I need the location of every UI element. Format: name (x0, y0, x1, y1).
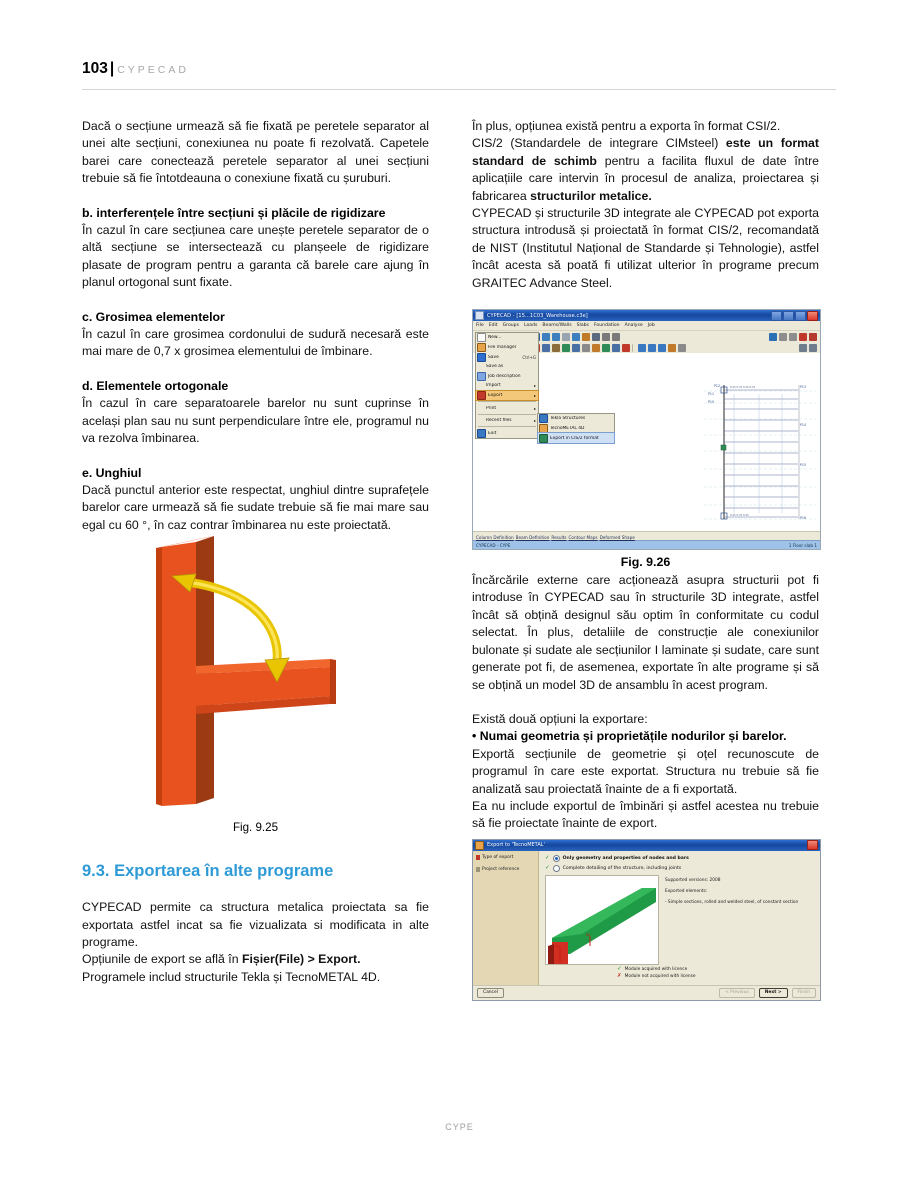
figure-9-25 (82, 534, 429, 816)
submenu-label: Export in CIS/2 format (550, 435, 599, 441)
dimension-tool-icon[interactable] (592, 344, 600, 352)
trim-tool-icon[interactable] (572, 344, 580, 352)
file-menu-item-import[interactable] (476, 381, 538, 391)
maximize-button[interactable] (783, 311, 794, 321)
menu-item-slabs[interactable]: Slabs (576, 323, 589, 329)
envelope-icon[interactable] (658, 344, 666, 352)
tecnometal-icon (539, 424, 548, 433)
tab-beam-definition[interactable]: Beam Definition (515, 535, 550, 541)
radio-only-geometry[interactable] (553, 855, 560, 862)
finish-button[interactable]: Finish (792, 988, 817, 998)
toolbar-separator (632, 344, 636, 352)
tab-results[interactable]: Results (551, 535, 567, 541)
blank-icon (477, 363, 484, 370)
file-menu-popup[interactable] (475, 332, 539, 439)
file-menu-item-save-as[interactable] (476, 362, 538, 372)
paragraph-csi2: În plus, opțiunea există pentru a exporta în format CSI/2. (472, 119, 781, 133)
app-icon (475, 311, 484, 320)
text-tool-icon[interactable] (602, 344, 610, 352)
paragraph-c: În cazul în care grosimea cordonului de sudură necesară este mai mare de 0,7 x grosimea elementului de îmbinare. (82, 327, 429, 359)
rotate-tool-icon[interactable] (552, 344, 560, 352)
blank-icon (477, 417, 484, 424)
legend-label: Module not acquired with license (624, 973, 696, 979)
left-column (82, 118, 429, 986)
subheading-b: b. interferențele între secțiuni și plăcile de rigidizare (82, 205, 386, 220)
svg-text:N1: N1 (556, 944, 561, 949)
step-marker-active-icon (476, 855, 480, 860)
paragraph-cis2-definition (472, 135, 819, 205)
paragraph-intro: Dacă o secțiune urmează să fie fixată pe peretele separator al unei alte secțiuni, conexiunea nu poate fi rezolvată. Capetele barei care conectează peretele separator al unei secțiuni trebuie să fie întotdeauna o conexiune fixată cu șuruburi. (82, 119, 429, 186)
move-tool-icon[interactable] (542, 344, 550, 352)
export-info-panel (665, 875, 815, 965)
cis2-text-a: CIS/2 (Standardele de integrare CIMsteel) (472, 136, 726, 151)
header-divider (82, 89, 836, 90)
exit-icon[interactable] (809, 333, 817, 341)
paragraph-export-path (82, 951, 429, 968)
globe-icon[interactable] (769, 333, 777, 341)
legend-not-acquired (617, 974, 696, 979)
measure-icon[interactable] (562, 333, 570, 341)
legend-acquired (617, 967, 696, 972)
file-menu-label: Import (486, 383, 501, 389)
pan-icon[interactable] (572, 333, 580, 341)
figure-9-26-caption: Fig. 9.26 (620, 555, 671, 570)
restore-button[interactable] (795, 311, 806, 321)
drawing-icon[interactable] (678, 344, 686, 352)
spacer (82, 448, 429, 465)
results-icon[interactable] (648, 344, 656, 352)
radio-complete-detailing[interactable] (553, 865, 560, 872)
submenu-label: Tekla Structures (550, 416, 586, 422)
new-icon (477, 333, 486, 342)
subheading-c: c. Grosimea elementelor (82, 309, 225, 324)
dialog-footer (473, 985, 820, 1000)
header-separator: | (109, 60, 115, 77)
file-menu-item-exit[interactable] (476, 428, 538, 438)
menu-item-file[interactable]: File (476, 323, 484, 329)
app-drawing-canvas[interactable] (473, 335, 820, 531)
dialog-licence-legend (617, 967, 696, 981)
app-status-bar (473, 540, 820, 549)
app-menu-bar[interactable] (473, 321, 820, 331)
dialog-body (473, 851, 820, 985)
page-number: 103 (82, 60, 108, 77)
dialog-content-split (545, 875, 815, 965)
app-window-title: CYPECAD - [15...1C03_Warehouse.c3e] (487, 312, 588, 319)
dialog-icon (475, 841, 484, 850)
right-column (472, 118, 819, 1001)
paragraph-nist: CYPECAD și structurile 3D integrate ale CYPECAD pot exporta structura introdusă și proiectată în format CIS/2, recomandată de NIST (Institutul Național de Standarde și Tehnologie), astfel încât acesta să poată fi utilizat ulterior în programe precum GRAITEC Advance Steel. (472, 206, 819, 290)
nav-step-type-of-export[interactable] (476, 855, 536, 860)
plan-label: P11 (708, 392, 714, 397)
menu-divider (478, 414, 536, 415)
tab-deformed-shape[interactable]: Deformed Shape (599, 535, 635, 541)
steel-connection-illustration (134, 534, 374, 812)
licence-ok-icon: ✓ (617, 965, 622, 972)
submenu-item-cis2[interactable] (538, 433, 614, 443)
file-menu-item-job-description[interactable] (476, 371, 538, 381)
licence-ok-icon: ✓ (545, 864, 550, 871)
spacer (82, 882, 429, 899)
blank-icon (477, 405, 484, 412)
paragraph-b: În cazul în care secțiunea care unește peretele separator de o altă secțiune se intersectează cu planșeele de rigidizare plasate de program pentru a garanta că barele care ajung în planul ortogonal sunt fixate. (82, 223, 429, 290)
file-menu-item-export[interactable] (476, 391, 538, 401)
plan-label: P10 (708, 400, 714, 405)
bullet-only-geometry: • Numai geometria și proprietățile nodurilor și barelor. (472, 729, 787, 744)
export-path-pre: Opțiunile de export se află în (82, 952, 242, 967)
file-menu-item-file-manager[interactable] (476, 343, 538, 353)
info-exported-elements-label: Exported elements: (665, 888, 708, 894)
subheading-d: d. Elementele ortogonale (82, 378, 229, 393)
section-heading-9-3: 9.3. Exportarea în alte programe (82, 862, 334, 881)
menu-item-beams-walls[interactable]: Beams/Walls (542, 323, 572, 329)
menu-item-job[interactable]: Job (647, 323, 655, 329)
dialog-title-bar (473, 840, 820, 851)
zoom-in-icon[interactable] (542, 333, 550, 341)
export-preview-image (545, 875, 659, 965)
preview-icon[interactable] (789, 333, 797, 341)
nav-step-project-reference[interactable] (476, 867, 536, 872)
snap-icon[interactable] (602, 333, 610, 341)
view-3d-icon[interactable] (809, 344, 817, 352)
delete-tool-icon[interactable] (622, 344, 630, 352)
legend-label: Module acquired with licence (624, 966, 688, 972)
svg-text:H-25 H-25 H-25 H-25: H-25 H-25 H-25 H-25 (730, 386, 756, 390)
file-menu-item-save[interactable] (476, 352, 538, 362)
figure-9-25-caption: Fig. 9.25 (232, 821, 279, 835)
file-menu-item-new[interactable] (476, 333, 538, 343)
file-menu-label: Export (488, 392, 503, 398)
option-label: Only geometry and properties of nodes and bars (562, 855, 689, 861)
paragraph-d: În cazul în care separatoarele barelor nu sunt cuprinse în același plan sau nu sunt perpendiculare între ele, programul nu va rezolva îmbinarea. (82, 396, 429, 446)
analysis-icon[interactable] (638, 344, 646, 352)
window-controls (771, 311, 818, 321)
paragraph-joints-note: Ea nu include exportul de îmbinări și astfel acestea nu trebuie să fie proiectate înainte de export. (472, 798, 819, 831)
submenu-item-tekla[interactable] (538, 414, 614, 424)
nav-step-label: Type of export (482, 854, 514, 860)
export-icon (477, 391, 486, 400)
chevron-right-icon: ▸ (533, 392, 536, 398)
cis2-text-bold-2: structurilor metalice. (530, 188, 652, 203)
file-menu-item-recent-files[interactable] (476, 416, 538, 426)
file-menu-label: Save (488, 354, 499, 360)
status-left-text: CYPECAD - CYPE (476, 542, 511, 548)
menu-item-loads[interactable]: Loads (523, 323, 538, 329)
svg-text:N2: N2 (586, 932, 591, 937)
paragraph-geometry-detail: Exportă secțiunile de geometrie și oțel recunoscute de programul în care este exportat. Structura nu trebuie să fie analizată sau proiectată înainte de a fi exportată. (472, 746, 819, 796)
ortho-icon[interactable] (612, 333, 620, 341)
extend-tool-icon[interactable] (582, 344, 590, 352)
page-footer: CYPE (445, 1122, 474, 1132)
next-button[interactable]: Next > (759, 988, 788, 998)
file-menu-label: Job description (488, 373, 521, 379)
steel-beam-3d-preview (546, 876, 658, 964)
plan-label: P14 (800, 423, 806, 428)
tab-column-definition[interactable]: Column Definition (476, 535, 514, 541)
dialog-main-panel (539, 851, 820, 985)
export-submenu[interactable] (537, 413, 615, 444)
file-menu-label: File manager (488, 344, 517, 350)
subheading-e: e. Unghiul (82, 465, 142, 480)
plan-label: P16 (800, 516, 806, 521)
paragraph-external-loads: Încărcările externe care acționează asupra structurii pot fi introduse în CYPECAD sau în structurile 3D integrate, astfel încât să obțină designul său optim în conformitate cu codul selectat. În plus, detaliile de construcție ale conexiunilor bulonate și sudate ale secțiunilor I laminate și sudate, care sunt generate pot fi, de asemenea, exportate în alte programe și să se obțină un model 3D de ansamblu în acest program. (472, 573, 819, 692)
blank-icon (477, 382, 484, 389)
export-wizard-dialog[interactable] (472, 839, 821, 1001)
plan-label: P13 (800, 385, 806, 390)
info-supported-versions: Supported versions: 2008 (665, 877, 721, 883)
exit-door-icon (477, 429, 486, 438)
layers-icon[interactable] (582, 333, 590, 341)
report-icon[interactable] (668, 344, 676, 352)
info-exported-elements-value: - Simple sections, rolled and welded steel, of constant section (665, 899, 799, 905)
menu-divider (478, 401, 536, 402)
cis2-text-bold-1: este un format standard de schimb (472, 136, 819, 168)
plan-label: P15 (800, 463, 806, 468)
step-marker-icon (476, 867, 480, 872)
floor-plan-drawing[interactable] (704, 379, 816, 525)
close-button[interactable] (807, 311, 818, 321)
submenu-item-tecnometal[interactable] (538, 424, 614, 434)
dialog-step-nav[interactable] (473, 851, 539, 985)
book-name: CYPECAD (117, 64, 189, 76)
file-menu-label: Exit (488, 430, 497, 436)
licence-missing-icon: ✗ (617, 972, 622, 979)
chevron-right-icon: ▸ (533, 383, 536, 389)
settings-icon[interactable] (799, 344, 807, 352)
menu-item-analyse[interactable]: Analyse (624, 323, 643, 329)
file-menu-label: Save as (486, 364, 504, 370)
menu-item-groups[interactable]: Groups (502, 323, 519, 329)
app-view-tabs[interactable] (473, 531, 820, 540)
spacer (82, 361, 429, 378)
menu-divider (478, 426, 536, 427)
file-menu-accelerator: Ctrl+G (522, 354, 536, 360)
tekla-icon (539, 414, 548, 423)
chevron-right-icon: ▸ (533, 418, 536, 424)
export-option-complete[interactable] (545, 865, 815, 872)
file-menu-item-print[interactable] (476, 403, 538, 413)
svg-text:H-25 H-25 H-25: H-25 H-25 H-25 (730, 514, 749, 518)
file-menu-label: New... (488, 335, 502, 341)
dialog-close-button[interactable] (807, 840, 818, 850)
app-title-bar (473, 310, 820, 321)
file-menu-label: Recent files (486, 418, 512, 424)
description-icon (477, 372, 486, 381)
file-menu-label: Print (486, 405, 497, 411)
menu-item-foundation[interactable]: Foundation (593, 323, 620, 329)
spacer (472, 694, 819, 711)
mirror-tool-icon[interactable] (562, 344, 570, 352)
plan-label: P12 (714, 384, 720, 389)
paragraph-e: Dacă punctul anterior este respectat, unghiul dintre suprafețele barelor care urmează să fie sudate trebuie să fie mai mare sau egal cu 60 °, în caz contrar îmbinarea nu este proiectată. (82, 482, 429, 532)
dialog-title-text: Export to 'TecnoMETAL' (487, 842, 545, 849)
spacer (472, 292, 819, 309)
spacer (82, 851, 429, 860)
paragraph-export-programs: Programele includ structurile Tekla și TecnoMETAL 4D. (82, 969, 381, 984)
zoom-out-icon[interactable] (552, 333, 560, 341)
export-path-menu: Fișier(File) > Export. (241, 952, 361, 967)
hatch-tool-icon[interactable] (612, 344, 620, 352)
previous-button[interactable]: < Previous (719, 988, 755, 998)
paragraph-export-intro: CYPECAD permite ca structura metalica proiectata sa fie exportata astfel incat sa fie vizualizata si modificata in alte programe. (82, 900, 429, 949)
submenu-label: TecnoMETAL 4D (550, 425, 585, 431)
cis2-text-c: pentru a facilita fluxul de date între aplicațiile care intervin în procesul de analiza, proiectarea și fabricarea (472, 153, 819, 203)
chevron-right-icon: ▸ (533, 405, 536, 411)
spacer (82, 188, 429, 205)
folder-icon (477, 343, 486, 352)
spacer (82, 292, 429, 309)
spacer (82, 834, 429, 851)
save-icon (477, 353, 486, 362)
cancel-button[interactable]: Cancel (477, 988, 504, 998)
print-icon[interactable] (779, 333, 787, 341)
help-icon[interactable] (799, 333, 807, 341)
paragraph-two-options: Există două opțiuni la exportare: (472, 711, 648, 726)
status-right-text: 1 Floor slab 1 (788, 542, 817, 548)
nav-step-label: Project reference (482, 866, 520, 872)
grid-icon[interactable] (592, 333, 600, 341)
export-option-geometry[interactable] (545, 855, 815, 862)
licence-ok-icon: ✓ (545, 854, 550, 861)
minimize-button[interactable] (771, 311, 782, 321)
menu-item-edit[interactable]: Edit (488, 323, 498, 329)
option-label: Complete detailing of the structure, including joints (562, 865, 682, 871)
cis2-icon (539, 434, 548, 443)
figure-9-26-screenshot (472, 309, 821, 550)
tab-contour-maps[interactable]: Contour Maps (568, 535, 598, 541)
